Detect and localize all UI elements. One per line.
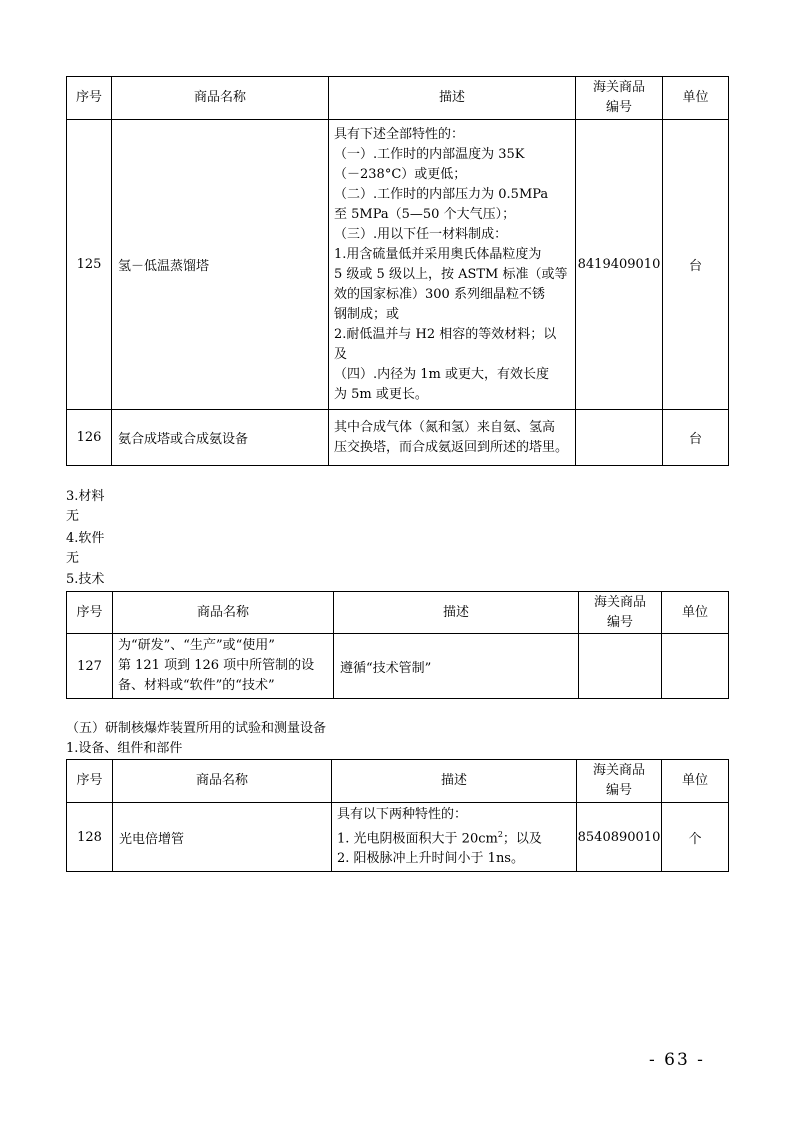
header-name: 商品名称	[113, 592, 334, 634]
table-2	[66, 591, 729, 699]
desc-line: 及	[334, 346, 348, 362]
row-seq: 125	[67, 120, 112, 410]
header-name: 商品名称	[113, 760, 332, 803]
desc-line: 为 5m 或更长。	[334, 386, 428, 402]
desc-line: 钢制成；或	[334, 306, 400, 322]
row-seq: 126	[67, 410, 112, 466]
software-none: 无	[66, 551, 80, 566]
header-seq: 序号	[67, 760, 113, 803]
row-unit: 台	[663, 120, 729, 410]
desc-line: （四）.内径为 1m 或更大，有效长度	[334, 366, 549, 382]
row-code: 8540890010	[577, 803, 662, 872]
section-five-heading: （五）研制核爆炸装置所用的试验和测量设备	[66, 721, 327, 736]
desc-text: ；以及	[502, 831, 542, 847]
desc-text: 1. 光电阴极面积大于 20cm	[337, 831, 498, 847]
name-line: 第 121 项到 126 项中所管制的设	[118, 658, 315, 673]
desc-line	[337, 825, 571, 849]
header-code-line1: 海关商品	[592, 763, 645, 778]
header-desc: 描述	[334, 592, 579, 634]
table-header-row	[67, 760, 729, 803]
row-seq: 127	[67, 634, 113, 699]
desc-line: （－238°C）或更低；	[334, 166, 467, 182]
row-unit: 个	[662, 803, 729, 872]
desc-line: 其中合成气体（氮和氢）来自氨、氢高	[334, 419, 556, 435]
row-name	[113, 634, 334, 699]
table-row	[67, 410, 729, 466]
row-unit	[662, 634, 729, 699]
desc-line: 压交换塔，而合成氨返回到所述的塔里。	[334, 439, 569, 455]
row-seq: 128	[67, 803, 113, 872]
name-line: 为“研发”、“生产”或“使用”	[118, 638, 275, 653]
desc-line: 2.耐低温并与 H2 相容的等效材料；以	[334, 326, 557, 342]
desc-line: 效的国家标准）300 系列细晶粒不锈	[334, 286, 545, 302]
row-code	[579, 634, 662, 699]
table-1	[66, 76, 729, 466]
row-desc	[329, 410, 576, 466]
table-header-row	[67, 77, 729, 120]
header-seq: 序号	[67, 77, 112, 120]
section-technology: 5.技术	[66, 572, 105, 587]
name-line: 备、材料或“软件”的“技术”	[118, 678, 275, 693]
header-code	[577, 760, 662, 803]
row-desc	[332, 803, 577, 872]
page-number: - 63 -	[649, 1050, 705, 1070]
header-seq: 序号	[67, 592, 113, 634]
row-name: 氨合成塔或合成氨设备	[112, 410, 329, 466]
header-desc: 描述	[329, 77, 576, 120]
desc-line: 1.用含硫量低并采用奥氏体晶粒度为	[334, 246, 542, 262]
desc-line: 具有下述全部特性的：	[334, 126, 465, 142]
section-materials: 3.材料	[66, 489, 105, 504]
desc-line: （二）.工作时的内部压力为 0.5MPa	[334, 186, 549, 202]
row-name: 氢－低温蒸馏塔	[112, 120, 329, 410]
header-code	[576, 77, 663, 120]
table-header-row	[67, 592, 729, 634]
header-unit: 单位	[662, 760, 729, 803]
desc-line: 5 级或 5 级以上，按 ASTM 标准（或等	[334, 266, 568, 282]
table-row	[67, 803, 729, 872]
header-code-line1: 海关商品	[593, 594, 646, 610]
table-row	[67, 120, 729, 410]
desc-line: 至 5MPa（5—50 个大气压）；	[334, 206, 516, 222]
header-code	[579, 592, 662, 634]
row-name: 光电倍增管	[113, 803, 332, 872]
desc-line: （一）.工作时的内部温度为 35K	[334, 146, 525, 162]
row-desc: 遵循“技术管制”	[334, 634, 579, 699]
row-desc	[329, 120, 576, 410]
superscript: 2	[497, 830, 503, 839]
section-equipment: 1.设备、组件和部件	[66, 741, 183, 756]
header-unit: 单位	[662, 592, 729, 634]
header-code-line2: 编号	[605, 100, 632, 115]
section-software: 4.软件	[66, 531, 105, 546]
table-3	[66, 759, 729, 872]
header-code-line2: 编号	[606, 614, 633, 630]
row-code: 8419409010	[576, 120, 663, 410]
header-desc: 描述	[332, 760, 577, 803]
desc-line: 2. 阳极脉冲上升时间小于 1ns。	[337, 851, 524, 867]
row-unit: 台	[663, 410, 729, 466]
header-name: 商品名称	[112, 77, 329, 120]
desc-line: 具有以下两种特性的：	[337, 807, 468, 822]
header-code-line2: 编号	[605, 783, 632, 798]
header-code-line1: 海关商品	[592, 80, 645, 95]
header-unit: 单位	[663, 77, 729, 120]
desc-line: （三）.用以下任一材料制成：	[334, 226, 508, 242]
table-row	[67, 634, 729, 699]
materials-none: 无	[66, 509, 80, 524]
row-code	[576, 410, 663, 466]
